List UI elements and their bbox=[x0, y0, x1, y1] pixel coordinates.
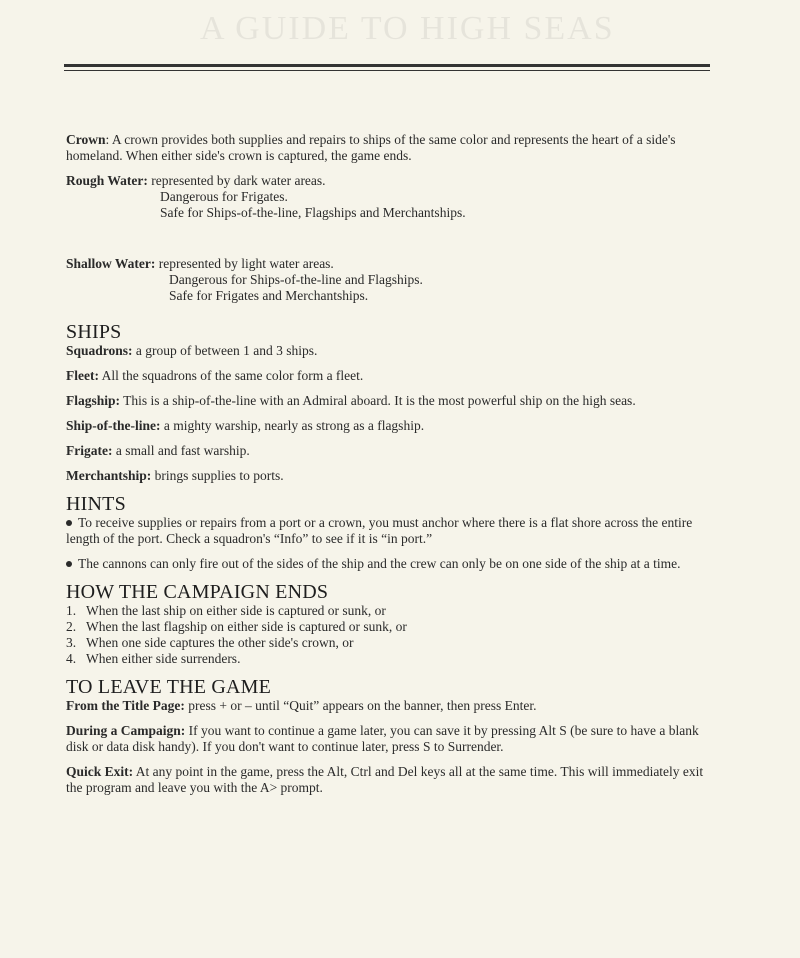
shallow-water-line-1: represented by light water areas. bbox=[158, 256, 334, 271]
ships-text: a mighty warship, nearly as strong as a flagship. bbox=[163, 418, 425, 433]
faded-page-header: A GUIDE TO HIGH SEAS bbox=[200, 10, 615, 47]
ships-term: Frigate: bbox=[66, 443, 113, 458]
crown-definition bbox=[66, 132, 716, 164]
header-rule-thin bbox=[64, 70, 710, 71]
list-number: 2. bbox=[66, 619, 77, 634]
ships-item bbox=[66, 468, 716, 484]
crown-term: Crown bbox=[66, 132, 106, 147]
ships-term: Fleet: bbox=[66, 368, 99, 383]
leave-term: During a Campaign: bbox=[66, 723, 186, 738]
ships-text: brings supplies to ports. bbox=[154, 468, 284, 483]
hint-item bbox=[66, 515, 716, 547]
hint-item bbox=[66, 556, 716, 572]
rough-water-line-2: Dangerous for Frigates. bbox=[160, 189, 288, 204]
campaign-ends-heading: HOW THE CAMPAIGN ENDS bbox=[66, 581, 329, 603]
leave-text: At any point in the game, press the Alt, Ctrl and Del keys all at the same time. This will immediately exit the program and leave you with the A> prompt. bbox=[66, 764, 704, 795]
leave-text: If you want to continue a game later, you can save it by pressing Alt S (be sure to have a blank disk or data disk handy). If you don't want to continue later, press S to Surrender. bbox=[66, 723, 699, 754]
leave-item bbox=[66, 723, 716, 755]
list-text: When the last flagship on either side is captured or sunk, or bbox=[86, 619, 407, 634]
list-number: 4. bbox=[66, 651, 77, 666]
ships-item bbox=[66, 393, 716, 409]
leave-term: Quick Exit: bbox=[66, 764, 134, 779]
ships-item bbox=[66, 368, 716, 384]
shallow-water-line-2: Dangerous for Ships-of-the-line and Flagships. bbox=[169, 272, 423, 287]
leave-game-heading: TO LEAVE THE GAME bbox=[66, 676, 272, 698]
rough-water-line-1: represented by dark water areas. bbox=[151, 173, 326, 188]
ships-term: Ship-of-the-line: bbox=[66, 418, 161, 433]
shallow-water-term: Shallow Water: bbox=[66, 256, 156, 271]
ships-text: This is a ship-of-the-line with an Admiral aboard. It is the most powerful ship on the high seas. bbox=[123, 393, 636, 408]
list-number: 1. bbox=[66, 603, 77, 618]
hints-heading: HINTS bbox=[66, 493, 126, 515]
campaign-ends-list bbox=[66, 603, 716, 667]
list-item bbox=[66, 619, 716, 635]
bullet-icon bbox=[66, 561, 72, 567]
list-item bbox=[66, 635, 716, 651]
page-content bbox=[66, 132, 716, 805]
crown-text: : A crown provides both supplies and repairs to ships of the same color and represents the heart of a side's homeland. When either side's crown is captured, the game ends. bbox=[66, 132, 676, 163]
ships-text: a group of between 1 and 3 ships. bbox=[135, 343, 318, 358]
header-rule bbox=[64, 64, 710, 71]
ships-item bbox=[66, 343, 716, 359]
list-item bbox=[66, 651, 716, 667]
hint-text: The cannons can only fire out of the sides of the ship and the crew can only be on one side of the ship at a time. bbox=[78, 556, 681, 571]
list-text: When the last ship on either side is captured or sunk, or bbox=[86, 603, 386, 618]
ships-item bbox=[66, 443, 716, 459]
shallow-water-definition bbox=[66, 256, 716, 304]
header-rule-thick bbox=[64, 64, 710, 67]
rough-water-definition bbox=[66, 173, 716, 221]
ships-term: Flagship: bbox=[66, 393, 121, 408]
list-item bbox=[66, 603, 716, 619]
ships-item bbox=[66, 418, 716, 434]
bullet-icon bbox=[66, 520, 72, 526]
list-text: When one side captures the other side's crown, or bbox=[86, 635, 354, 650]
ships-text: a small and fast warship. bbox=[115, 443, 250, 458]
leave-item bbox=[66, 698, 716, 714]
leave-item bbox=[66, 764, 716, 796]
shallow-water-line-3: Safe for Frigates and Merchantships. bbox=[169, 288, 369, 303]
ships-text: All the squadrons of the same color form a fleet. bbox=[101, 368, 364, 383]
list-number: 3. bbox=[66, 635, 77, 650]
leave-text: press + or – until “Quit” appears on the banner, then press Enter. bbox=[188, 698, 537, 713]
list-text: When either side surrenders. bbox=[86, 651, 241, 666]
ships-term: Squadrons: bbox=[66, 343, 133, 358]
ships-term: Merchantship: bbox=[66, 468, 152, 483]
leave-term: From the Title Page: bbox=[66, 698, 185, 713]
rough-water-line-3: Safe for Ships-of-the-line, Flagships and Merchantships. bbox=[160, 205, 466, 220]
ships-heading: SHIPS bbox=[66, 321, 122, 343]
rough-water-term: Rough Water: bbox=[66, 173, 148, 188]
hint-text: To receive supplies or repairs from a port or a crown, you must anchor where there is a flat shore across the entire length of the port. Check a squadron's “Info” to see if it is “in port.” bbox=[66, 515, 693, 546]
